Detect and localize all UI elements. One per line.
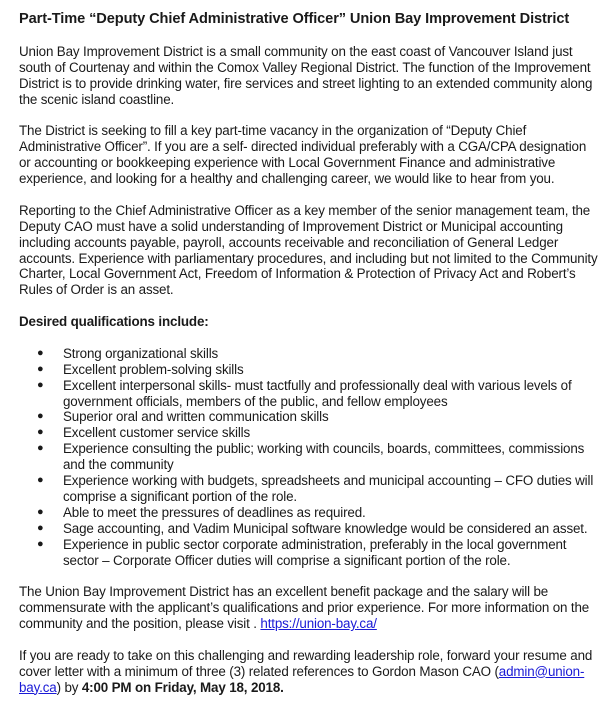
list-item-text: Superior oral and written communication skills xyxy=(63,409,329,425)
list-item xyxy=(37,361,598,378)
email-link[interactable]: admin@union-bay.ca xyxy=(19,663,585,695)
list-item xyxy=(37,504,598,521)
list-item xyxy=(37,520,598,537)
list-item xyxy=(37,425,598,441)
bullet-icon: ● xyxy=(37,505,44,518)
intro-paragraph: Union Bay Improvement District is a small community on the east coast of Vancouver Island just south of Courtenay and within the Comox Valley Regional District. The function of the Improvement District is to provide drinking water, fire services and street lighting to an extended community along the scenic island coastline. xyxy=(19,44,593,107)
bullet-icon: ● xyxy=(37,410,44,423)
bullet-icon: ● xyxy=(37,537,44,550)
list-item-text: Able to meet the pressures of deadlines as required. xyxy=(63,504,366,520)
apply-paragraph xyxy=(19,648,598,696)
bullet-icon: ● xyxy=(37,426,44,439)
list-item xyxy=(37,441,598,473)
list-item-text: Experience consulting the public; working with councils, boards, committees, commissions and the community xyxy=(63,441,585,473)
list-item-text: Sage accounting, and Vadim Municipal software knowledge would be considered an asset. xyxy=(63,520,588,536)
page-title: Part-Time “Deputy Chief Administrative Officer” Union Bay Improvement District xyxy=(19,11,570,27)
deadline-text: 4:00 PM on Friday, May 18, 2018. xyxy=(81,679,284,695)
apply-text: If you are ready to take on this challenging and rewarding leadership role, forward your resume and cover letter with a minimum of three (3) related references to Gordon Mason CAO ( xyxy=(19,647,593,679)
list-item xyxy=(37,345,598,362)
list-item xyxy=(37,473,598,505)
bullet-icon: ● xyxy=(37,378,44,391)
benefits-text: The Union Bay Improvement District has an excellent benefit package and the salary will be commensurate with the applicant’s qualifications and prior experience. For more information on the community and the position, please visit . xyxy=(19,584,590,632)
apply-text-middle: ) by xyxy=(56,679,82,695)
bullet-icon: ● xyxy=(37,521,44,534)
list-item xyxy=(37,536,598,569)
reporting-paragraph: Reporting to the Chief Administrative Officer as a key member of the senior management team, the Deputy CAO must have a solid understanding of Improvement District or Municipal accounting including accounts payable, payroll, accounts receivable and reconciliation of General Ledger accounts. Experience with parliamentary procedures, and including but not limited to the Community Charter, Local Government Act, Freedom of Information & Protection of Privacy Act and Robert’s Rules of Order is an asset. xyxy=(19,202,598,298)
benefits-paragraph xyxy=(19,584,598,632)
bullet-icon: ● xyxy=(37,346,44,359)
list-item-text: Excellent interpersonal skills- must tactfully and professionally deal with various levels of government officials, members of the public, and fellow employees xyxy=(63,377,572,409)
website-link[interactable]: https://union-bay.ca/ xyxy=(260,616,377,632)
bullet-icon: ● xyxy=(37,442,44,455)
list-item-text: Experience in public sector corporate administration, preferably in the local government sector – Corporate Officer duties will comprise a significant portion of the role. xyxy=(63,536,567,568)
list-item-text: Experience working with budgets, spreadsheets and municipal accounting – CFO duties will comprise a significant portion of the role. xyxy=(63,473,594,504)
bullet-icon: ● xyxy=(37,474,44,487)
list-item xyxy=(37,409,598,425)
qualifications-heading: Desired qualifications include: xyxy=(19,314,209,330)
qualifications-list xyxy=(19,346,598,569)
list-item-text: Excellent problem-solving skills xyxy=(63,361,244,377)
list-item xyxy=(37,377,598,410)
vacancy-paragraph: The District is seeking to fill a key part-time vacancy in the organization of “Deputy Chief Administrative Officer”. If you are a self- directed individual preferably with a CGA/CPA designation or accounting or bookkeeping experience with Local Government Finance and administrative experience, and looking for a healthy and challenging career, we would like to hear from you. xyxy=(19,123,587,187)
list-item-text: Excellent customer service skills xyxy=(63,425,251,441)
list-item-text: Strong organizational skills xyxy=(63,345,219,361)
bullet-icon: ● xyxy=(37,362,44,375)
